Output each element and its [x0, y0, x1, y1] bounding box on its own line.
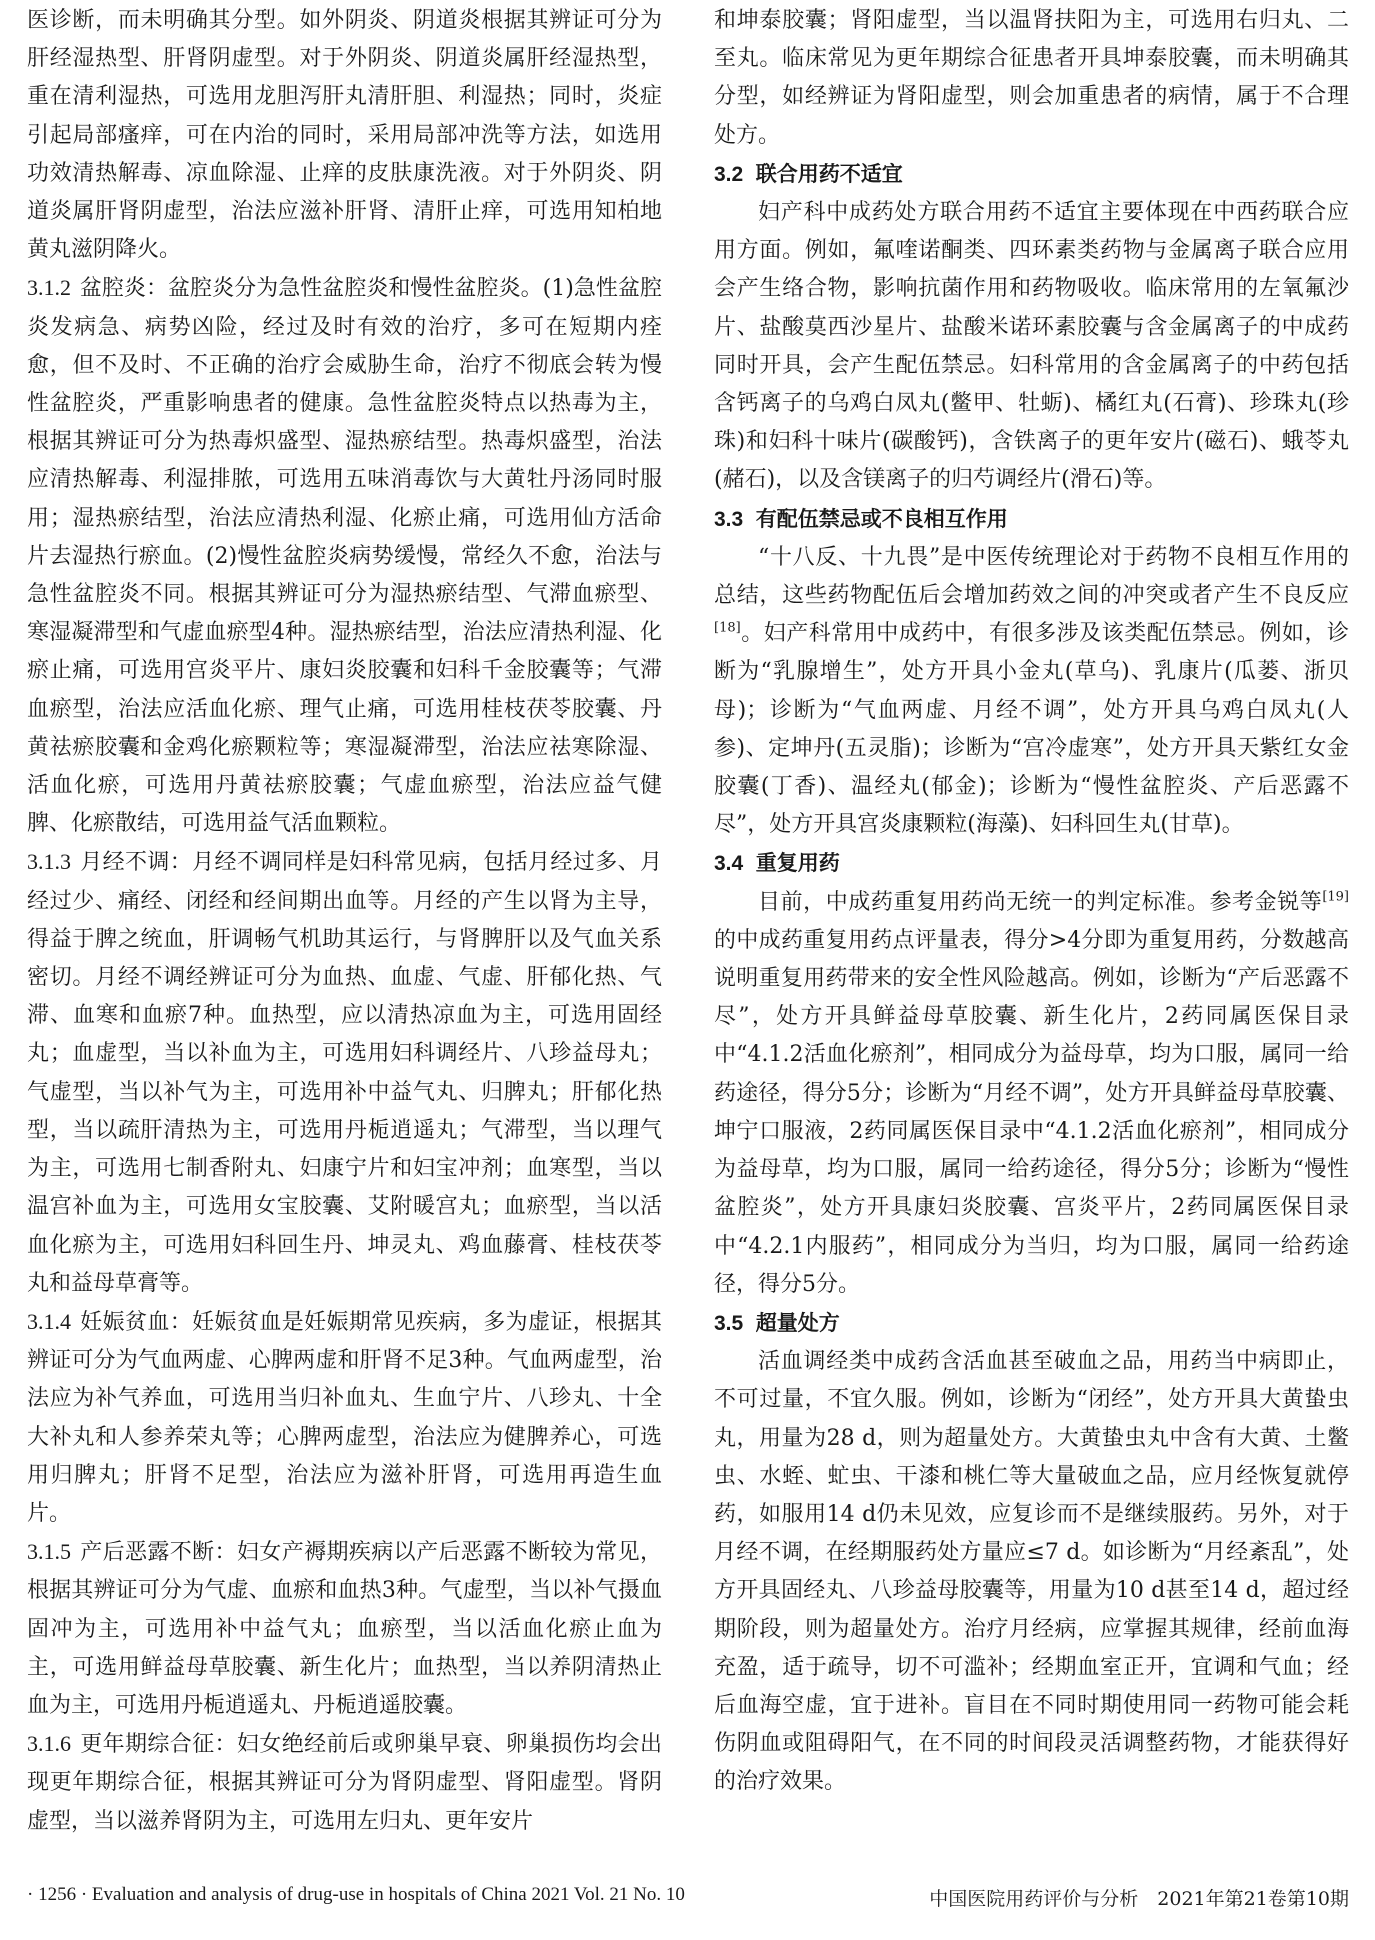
- section-heading-3-4: [714, 844, 1349, 883]
- subsection-number: 3.1.2: [27, 275, 71, 301]
- section-number: 3.2: [714, 162, 744, 186]
- subsection-text: 月经不调：月经不调同样是妇科常见病，包括月经过多、月经过少、痛经、闭经和经间期出血等。月经的产生以肾为主导，得益于脾之统血，肝调畅气机助其运行，与肾脾肝以及气血关系密切。月经不调经辨证可分为血热、血虚、气虚、肝郁化热、气滞、血寒和血瘀7种。血热型，应以清热凉血为主，可选用固经丸；血虚型，当以补血为主，可选用妇科调经片、八珍益母丸；气虚型，当以补气为主，可选用补中益气丸、归脾丸；肝郁化热型，当以疏肝清热为主，可选用丹栀逍遥丸；气滞型，当以理气为主，可选用七制香附丸、妇康宁片和妇宝冲剂；血寒型，当以温宫补血为主，可选用女宝胶囊、艾附暖宫丸；血瘀型，当以活血化瘀为主，可选用妇科回生丹、坤灵丸、鸡血藤膏、桂枝茯苓丸和益母草膏等。: [27, 850, 662, 1296]
- subsection-text: 更年期综合征：妇女绝经前后或卵巢早衰、卵巢损伤均会出现更年期综合征，根据其辨证可分为肾阴虚型、肾阳虚型。肾阴虚型，当以滋养肾阴为主，可选用左归丸、更年安片: [27, 1732, 662, 1834]
- section-title: 重复用药: [755, 851, 840, 876]
- paragraph-text: 。妇产科常用中成药中，有很多涉及该类配伍禁忌。例如，诊断为“乳腺增生”，处方开具小金丸(草乌)、乳康片(瓜蒌、浙贝母)；诊断为“气血两虚、月经不调”，处方开具乌鸡白凤丸(人参)、定坤丹(五灵脂)；诊断为“宫冷虚寒”，处方开具天紫红女金胶囊(丁香)、温经丸(郁金)；诊断为“慢性盆腔炎、产后恶露不尽”，处方开具宫炎康颗粒(海藻)、妇科回生丸(甘草)。: [714, 621, 1349, 838]
- footer-journal-english: · 1256 · Evaluation and analysis of drug-use in hospitals of China 2021 Vol. 21 No. 10: [27, 1884, 685, 1905]
- subsection-text: 盆腔炎：盆腔炎分为急性盆腔炎和慢性盆腔炎。(1)急性盆腔炎发病急、病势凶险，经过及时有效的治疗，多可在短期内痊愈，但不及时、不正确的治疗会威胁生命，治疗不彻底会转为慢性盆腔炎，严重影响患者的健康。急性盆腔炎特点以热毒为主，根据其辨证可分为热毒炽盛型、湿热瘀结型。热毒炽盛型，治法应清热解毒、利湿排脓，可选用五味消毒饮与大黄牡丹汤同时服用；湿热瘀结型，治法应清热利湿、化瘀止痛，可选用仙方活命片去湿热行瘀血。(2)慢性盆腔炎病势缓慢，常经久不愈，治法与急性盆腔炎不同。根据其辨证可分为湿热瘀结型、气滞血瘀型、寒湿凝滞型和气虚血瘀型4种。湿热瘀结型，治法应清热利湿、化瘀止痛，可选用宫炎平片、康妇炎胶囊和妇科千金胶囊等；气滞血瘀型，治法应活血化瘀、理气止痛，可选用桂枝茯苓胶囊、丹黄祛瘀胶囊和金鸡化瘀颗粒等；寒湿凝滞型，治法应祛寒除湿、活血化瘀，可选用丹黄祛瘀胶囊；气虚血瘀型，治法应益气健脾、化瘀散结，可选用益气活血颗粒。: [27, 276, 662, 837]
- section-number: 3.4: [714, 852, 744, 876]
- section-title: 联合用药不适宜: [755, 161, 903, 186]
- paragraph-text: 目前，中成药重复用药尚无统一的判定标准。参考金锐等: [758, 889, 1323, 915]
- paragraph-3-2: 妇产科中成药处方联合用药不适宜主要体现在中西药联合应用方面。例如，氟喹诺酮类、四环素类药物与金属离子联合应用会产生络合物，影响抗菌作用和药物吸收。临床常用的左氧氟沙片、盐酸莫西沙星片、盐酸米诺环素胶囊与含金属离子的中成药同时开具，会产生配伍禁忌。妇科常用的含金属离子的中药包括含钙离子的乌鸡白凤丸(鳖甲、牡蛎)、橘红丸(石膏)、珍珠丸(珍珠)和妇科十味片(碳酸钙)，含铁离子的更年安片(磁石)、蛾苓丸(赭石)，以及含镁离子的归芍调经片(滑石)等。: [714, 200, 1349, 493]
- right-column: [714, 2, 1349, 1802]
- paragraph-3-3: [714, 539, 1349, 845]
- subsection-number: 3.1.4: [27, 1308, 71, 1334]
- subsection-3-1-4: [27, 1303, 662, 1533]
- citation-ref: [19]: [1322, 889, 1349, 905]
- section-number: 3.5: [714, 1311, 744, 1335]
- section-title: 有配伍禁忌或不良相互作用: [755, 506, 1008, 531]
- subsection-3-1-5: [27, 1533, 662, 1725]
- section-heading-3-3: [714, 500, 1349, 539]
- paragraph-text: “十八反、十九畏”是中医传统理论对于药物不良相互作用的总结，这些药物配伍后会增加药效之间的冲突或者产生不良反应: [714, 544, 1349, 609]
- paragraph-3-5: 活血调经类中成药含活血甚至破血之品，用药当中病即止，不可过量，不宜久服。例如，诊断为“闭经”，处方开具大黄蛰虫丸，用量为28 d，则为超量处方。大黄蛰虫丸中含有大黄、土鳖虫、水蛭、虻虫、干漆和桃仁等大量破血之品，应月经恢复就停药，如服用14 d仍未见效，应复诊而不是继续服药。另外，对于月经不调，在经期服药处方量应≤7 d。如诊断为“月经紊乱”，处方开具固经丸、八珍益母胶囊等，用量为10 d甚至14 d，超过经期阶段，则为超量处方。治疗月经病，应掌握其规律，经前血海充盈，适于疏导，切不可滥补；经期血室正开，宜调和气血；经后血海空虚，宜于进补。盲目在不同时期使用同一药物可能会耗伤阴血或阻碍阳气，在不同的时间段灵活调整药物，才能获得好的治疗效果。: [714, 1349, 1349, 1795]
- paragraph-vaginitis-cont: 医诊断，而未明确其分型。如外阴炎、阴道炎根据其辨证可分为肝经湿热型、肝肾阴虚型。对于外阴炎、阴道炎属肝经湿热型，重在清利湿热，可选用龙胆泻肝丸清肝胆、利湿热；同时，炎症引起局部瘙痒，可在内治的同时，采用局部冲洗等方法，如选用功效清热解毒、凉血除湿、止痒的皮肤康洗液。对于外阴炎、阴道炎属肝肾阴虚型，治法应滋补肝肾、清肝止痒，可选用知柏地黄丸滋阴降火。: [27, 8, 662, 263]
- section-number: 3.3: [714, 507, 744, 531]
- paragraph-text: 的中成药重复用药点评量表，得分>4分即为重复用药，分数越高说明重复用药带来的安全性风险越高。例如，诊断为“产后恶露不尽”，处方开具鲜益母草胶囊、新生化片，2药同属医保目录中“4.1.2活血化瘀剂”，相同成分为益母草，均为口服，属同一给药途径，得分5分；诊断为“月经不调”，处方开具鲜益母草胶囊、坤宁口服液，2药同属医保目录中“4.1.2活血化瘀剂”，相同成分为益母草，均为口服，属同一给药途径，得分5分；诊断为“慢性盆腔炎”，处方开具康妇炎胶囊、宫炎平片，2药同属医保目录中“4.2.1内服药”，相同成分为当归，均为口服，属同一给药途径，得分5分。: [714, 927, 1349, 1297]
- subsection-3-1-3: [27, 843, 662, 1302]
- subsection-3-1-2: [27, 269, 662, 843]
- subsection-number: 3.1.3: [27, 849, 71, 875]
- paragraph-3-4: [714, 884, 1349, 1304]
- footer-journal-chinese: 中国医院用药评价与分析 2021年第21卷第10期: [929, 1888, 1349, 1910]
- section-heading-3-2: [714, 155, 1349, 194]
- subsection-number: 3.1.6: [27, 1731, 71, 1757]
- subsection-number: 3.1.5: [27, 1539, 71, 1565]
- paragraph-menopause-cont: 和坤泰胶囊；肾阳虚型，当以温肾扶阳为主，可选用右归丸、二至丸。临床常见为更年期综合征患者开具坤泰胶囊，而未明确其分型，如经辨证为肾阳虚型，则会加重患者的病情，属于不合理处方。: [714, 8, 1349, 148]
- subsection-text: 妊娠贫血：妊娠贫血是妊娠期常见疾病，多为虚证，根据其辨证可分为气血两虚、心脾两虚和肝肾不足3种。气血两虚型，治法应为补气养血，可选用当归补血丸、生血宁片、八珍丸、十全大补丸和人参养荣丸等；心脾两虚型，治法应为健脾养心，可选用归脾丸；肝肾不足型，治法应为滋补肝肾，可选用再造生血片。: [27, 1309, 662, 1526]
- section-title: 超量处方: [755, 1310, 840, 1335]
- subsection-3-1-6: [27, 1725, 662, 1841]
- citation-ref: [18]: [714, 620, 741, 636]
- subsection-text: 产后恶露不断：妇女产褥期疾病以产后恶露不断较为常见，根据其辨证可分为气虚、血瘀和血热3种。气虚型，当以补气摄血固冲为主，可选用补中益气丸；血瘀型，当以活血化瘀止血为主，可选用鲜益母草胶囊、新生化片；血热型，当以养阴清热止血为主，可选用丹栀逍遥丸、丹栀逍遥胶囊。: [27, 1540, 662, 1718]
- left-column: [27, 2, 662, 1841]
- section-heading-3-5: [714, 1304, 1349, 1343]
